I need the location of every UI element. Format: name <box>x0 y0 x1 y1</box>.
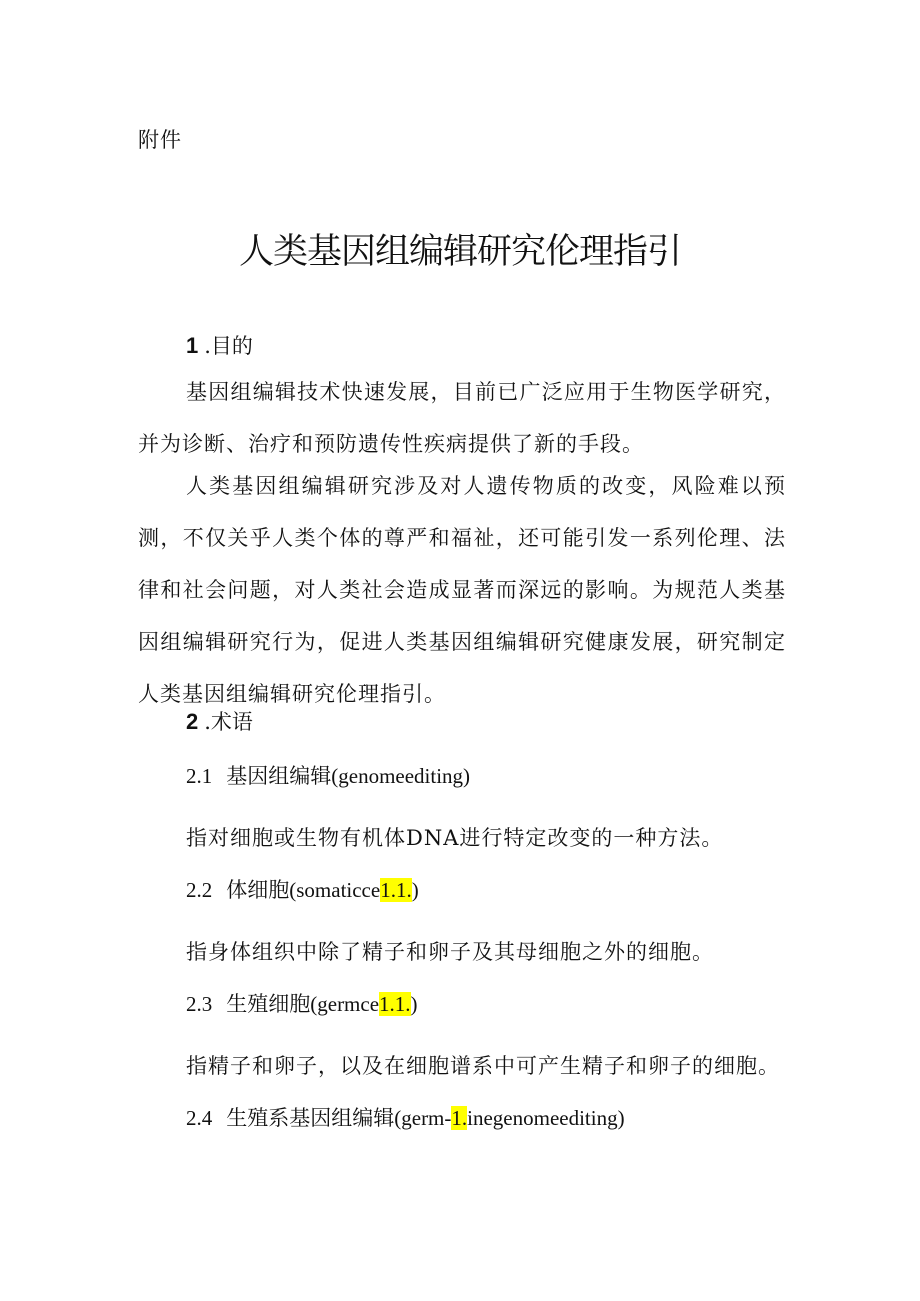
term-chinese: 生殖细胞 <box>226 992 311 1016</box>
annex-label: 附件 <box>138 128 182 152</box>
term-number: 2.2 <box>186 878 213 902</box>
term-somatic-cell <box>186 874 419 904</box>
term-chinese: 生殖系基因组编辑 <box>226 1106 395 1130</box>
section-number: 2 <box>186 709 199 734</box>
definition-genome-editing: 指对细胞或生物有机体DNA进行特定改变的一种方法。 <box>186 826 724 850</box>
term-germ-cell <box>186 988 418 1018</box>
definition-somatic-cell: 指身体组织中除了精子和卵子及其母细胞之外的细胞。 <box>186 940 714 964</box>
term-english: (somaticce <box>289 878 381 902</box>
term-germline-genome-editing <box>186 1102 625 1132</box>
term-number: 2.1 <box>186 764 213 788</box>
section-label: .目的 <box>204 334 253 358</box>
term-chinese: 基因组编辑 <box>226 764 332 788</box>
highlighted-text: 1.1. <box>380 878 412 902</box>
highlighted-text: 1. <box>451 1106 468 1130</box>
term-english: (genomeediting) <box>331 764 471 788</box>
paragraph-purpose-1: 基因组编辑技术快速发展，目前已广泛应用于生物医学研究，并为诊断、治疗和预防遗传性疾病提供了新的手段。 <box>138 380 786 456</box>
document-title: 人类基因组编辑研究伦理指引 <box>238 232 681 272</box>
term-chinese: 体细胞 <box>226 878 290 902</box>
definition-germ-cell: 指精子和卵子，以及在细胞谱系中可产生精子和卵子的细胞。 <box>186 1054 780 1078</box>
section-heading-terms <box>186 706 253 736</box>
term-english: (germce <box>310 992 380 1016</box>
term-english-end: ) <box>410 992 418 1016</box>
term-english-end: ) <box>411 878 419 902</box>
section-label: .术语 <box>204 710 253 734</box>
term-english: (germ- <box>394 1106 452 1130</box>
term-number: 2.3 <box>186 992 213 1016</box>
section-number: 1 <box>186 333 199 358</box>
paragraph-purpose-2: 人类基因组编辑研究涉及对人遗传物质的改变，风险难以预测，不仅关乎人类个体的尊严和福祉，还可能引发一系列伦理、法律和社会问题，对人类社会造成显著而深远的影响。为规范人类基因组编辑研究行为，促进人类基因组编辑研究健康发展，研究制定人类基因组编辑研究伦理指引。 <box>138 474 786 706</box>
section-heading-purpose <box>186 330 253 360</box>
highlighted-text: 1.1. <box>379 992 411 1016</box>
term-english-end: inegenomeediting) <box>467 1106 625 1130</box>
term-number: 2.4 <box>186 1106 213 1130</box>
term-genome-editing <box>186 760 470 790</box>
